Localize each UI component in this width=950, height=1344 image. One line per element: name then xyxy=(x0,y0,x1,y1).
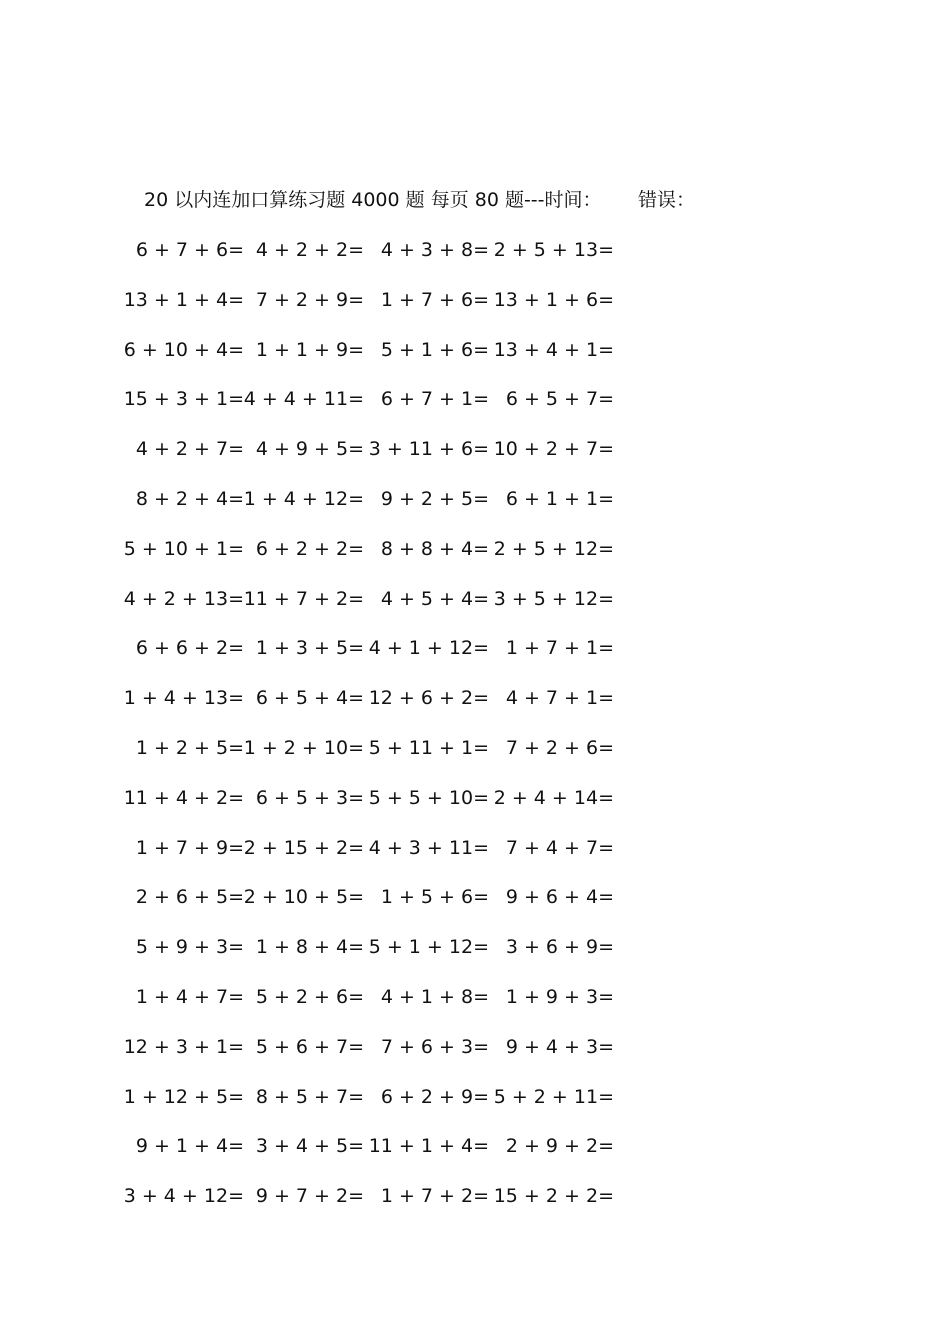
problem-item: 12 + 3 + 1= xyxy=(123,1035,244,1058)
problem-item: 6 + 7 + 1= xyxy=(380,388,489,411)
problem-item: 9 + 4 + 3= xyxy=(505,1035,614,1058)
problem-row xyxy=(0,585,950,635)
problem-row xyxy=(0,834,950,884)
problem-row xyxy=(0,634,950,684)
problem-item: 5 + 11 + 1= xyxy=(368,736,489,759)
problem-item: 6 + 2 + 9= xyxy=(380,1085,489,1108)
problem-row xyxy=(0,385,950,435)
problem-item: 1 + 5 + 6= xyxy=(380,886,489,909)
problem-item: 1 + 1 + 9= xyxy=(255,338,364,361)
problem-item: 1 + 4 + 13= xyxy=(123,687,244,710)
problem-item: 8 + 5 + 7= xyxy=(255,1085,364,1108)
problem-item: 4 + 3 + 11= xyxy=(368,836,489,859)
problem-item: 1 + 3 + 5= xyxy=(255,637,364,660)
problem-item: 2 + 4 + 14= xyxy=(493,786,614,809)
problem-item: 5 + 2 + 6= xyxy=(255,985,364,1008)
problem-item: 10 + 2 + 7= xyxy=(493,438,614,461)
problem-item: 5 + 2 + 11= xyxy=(493,1085,614,1108)
problem-item: 2 + 15 + 2= xyxy=(243,836,364,859)
problem-item: 1 + 7 + 2= xyxy=(380,1185,489,1208)
problem-item: 9 + 7 + 2= xyxy=(255,1185,364,1208)
problem-item: 6 + 5 + 7= xyxy=(505,388,614,411)
problem-item: 11 + 7 + 2= xyxy=(243,587,364,610)
problem-item: 3 + 6 + 9= xyxy=(505,936,614,959)
problem-row xyxy=(0,883,950,933)
problem-row xyxy=(0,684,950,734)
problem-grid xyxy=(0,236,950,1232)
problem-item: 1 + 7 + 1= xyxy=(505,637,614,660)
problem-item: 9 + 1 + 4= xyxy=(135,1135,244,1158)
problem-item: 5 + 6 + 7= xyxy=(255,1035,364,1058)
problem-item: 3 + 4 + 12= xyxy=(123,1185,244,1208)
problem-item: 5 + 5 + 10= xyxy=(368,786,489,809)
problem-item: 13 + 4 + 1= xyxy=(493,338,614,361)
problem-item: 4 + 4 + 11= xyxy=(243,388,364,411)
problem-item: 5 + 1 + 12= xyxy=(368,936,489,959)
problem-item: 4 + 5 + 4= xyxy=(380,587,489,610)
problem-item: 1 + 8 + 4= xyxy=(255,936,364,959)
problem-item: 7 + 2 + 9= xyxy=(255,288,364,311)
problem-item: 3 + 4 + 5= xyxy=(255,1135,364,1158)
problem-item: 1 + 7 + 9= xyxy=(135,836,244,859)
problem-item: 15 + 3 + 1= xyxy=(123,388,244,411)
problem-row xyxy=(0,336,950,386)
problem-item: 6 + 6 + 2= xyxy=(135,637,244,660)
problem-item: 1 + 2 + 10= xyxy=(243,736,364,759)
problem-row xyxy=(0,734,950,784)
problem-item: 4 + 2 + 13= xyxy=(123,587,244,610)
problem-item: 6 + 5 + 3= xyxy=(255,786,364,809)
problem-row xyxy=(0,1132,950,1182)
problem-item: 6 + 2 + 2= xyxy=(255,537,364,560)
problem-item: 2 + 9 + 2= xyxy=(505,1135,614,1158)
problem-item: 13 + 1 + 4= xyxy=(123,288,244,311)
problem-row xyxy=(0,485,950,535)
problem-item: 8 + 8 + 4= xyxy=(380,537,489,560)
problem-item: 4 + 1 + 8= xyxy=(380,985,489,1008)
worksheet-title: 20 以内连加口算练习题 4000 题 每页 80 题---时间： xyxy=(144,189,602,211)
problem-row xyxy=(0,1182,950,1232)
problem-row xyxy=(0,286,950,336)
problem-item: 5 + 1 + 6= xyxy=(380,338,489,361)
problem-row xyxy=(0,983,950,1033)
problem-item: 7 + 4 + 7= xyxy=(505,836,614,859)
problem-item: 6 + 1 + 1= xyxy=(505,487,614,510)
problem-item: 5 + 10 + 1= xyxy=(123,537,244,560)
problem-item: 2 + 6 + 5= xyxy=(135,886,244,909)
problem-row xyxy=(0,236,950,286)
problem-row xyxy=(0,933,950,983)
problem-item: 11 + 1 + 4= xyxy=(368,1135,489,1158)
problem-item: 1 + 12 + 5= xyxy=(123,1085,244,1108)
problem-item: 1 + 9 + 3= xyxy=(505,985,614,1008)
problem-item: 4 + 7 + 1= xyxy=(505,687,614,710)
problem-item: 1 + 2 + 5= xyxy=(135,736,244,759)
problem-item: 8 + 2 + 4= xyxy=(135,487,244,510)
problem-item: 4 + 2 + 2= xyxy=(255,239,364,261)
problem-item: 4 + 3 + 8= xyxy=(380,239,489,261)
problem-item: 6 + 10 + 4= xyxy=(123,338,244,361)
problem-row xyxy=(0,435,950,485)
problem-item: 7 + 6 + 3= xyxy=(380,1035,489,1058)
problem-item: 2 + 5 + 12= xyxy=(493,537,614,560)
mistakes-label: 错误： xyxy=(638,189,696,211)
problem-item: 4 + 9 + 5= xyxy=(255,438,364,461)
problem-row xyxy=(0,784,950,834)
problem-row xyxy=(0,1033,950,1083)
problem-item: 5 + 9 + 3= xyxy=(135,936,244,959)
worksheet-header xyxy=(144,186,696,214)
problem-item: 2 + 10 + 5= xyxy=(243,886,364,909)
problem-item: 15 + 2 + 2= xyxy=(493,1185,614,1208)
problem-item: 1 + 4 + 12= xyxy=(243,487,364,510)
problem-item: 4 + 2 + 7= xyxy=(135,438,244,461)
problem-item: 2 + 5 + 13= xyxy=(493,239,614,261)
problem-item: 11 + 4 + 2= xyxy=(123,786,244,809)
problem-item: 6 + 5 + 4= xyxy=(255,687,364,710)
problem-item: 3 + 11 + 6= xyxy=(368,438,489,461)
problem-item: 1 + 4 + 7= xyxy=(135,985,244,1008)
problem-item: 9 + 6 + 4= xyxy=(505,886,614,909)
problem-row xyxy=(0,1083,950,1133)
problem-item: 13 + 1 + 6= xyxy=(493,288,614,311)
problem-item: 6 + 7 + 6= xyxy=(135,239,244,261)
problem-item: 9 + 2 + 5= xyxy=(380,487,489,510)
problem-row xyxy=(0,535,950,585)
problem-item: 7 + 2 + 6= xyxy=(505,736,614,759)
problem-item: 1 + 7 + 6= xyxy=(380,288,489,311)
problem-item: 12 + 6 + 2= xyxy=(368,687,489,710)
problem-item: 4 + 1 + 12= xyxy=(368,637,489,660)
problem-item: 3 + 5 + 12= xyxy=(493,587,614,610)
